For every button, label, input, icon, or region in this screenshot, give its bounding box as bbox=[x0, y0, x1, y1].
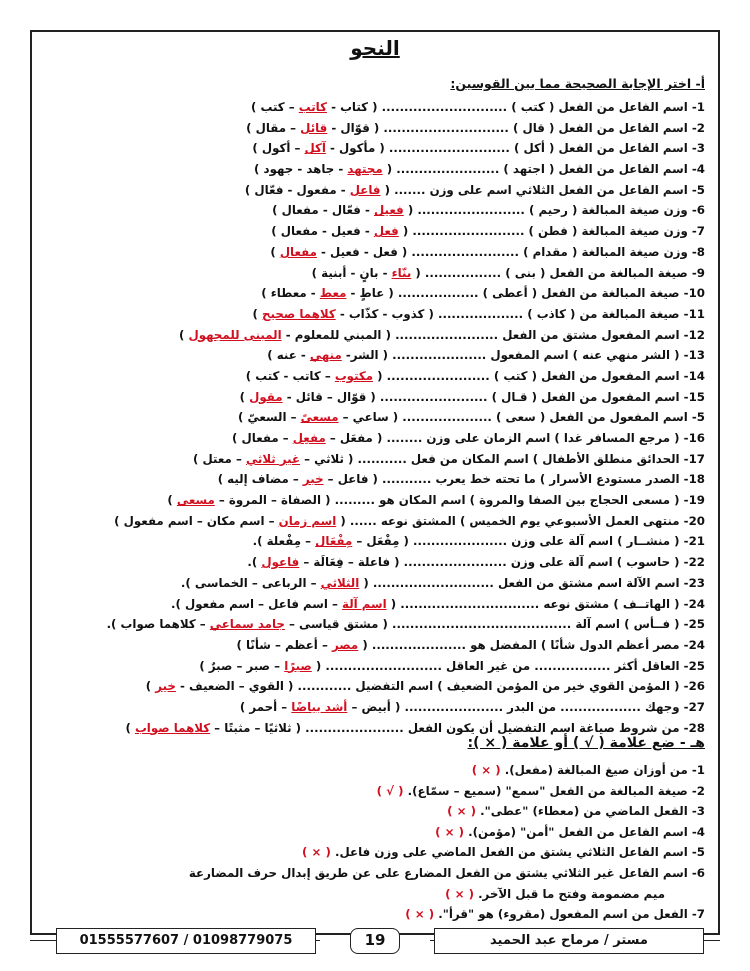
question-options-end: ) bbox=[178, 327, 189, 342]
question-text: 12- اسم المفعول مشتق من الفعل ....................... ( المبني للمعلوم - bbox=[281, 327, 705, 342]
correct-answer: المبنى للمجهول bbox=[188, 327, 282, 342]
true-false-row bbox=[40, 904, 705, 925]
section-b-items bbox=[40, 760, 705, 925]
question-options-end: - بانٍ - أبنية ) bbox=[311, 265, 392, 280]
question-text: 1- اسم الفاعل من الفعل ( كتب ) ............................ ( كتاب - bbox=[326, 100, 705, 114]
question-options-end: – مضاف إليه ) bbox=[217, 472, 303, 487]
answer-mark: ( × ) bbox=[445, 886, 474, 901]
correct-answer: اسم آلة bbox=[342, 596, 387, 611]
correct-answer: مكتوب bbox=[334, 368, 374, 383]
question-text: 5- اسم المفعول من الفعل ( سعى ) .................... ( ساعي – bbox=[338, 410, 705, 425]
question-row bbox=[40, 159, 705, 180]
question-row bbox=[40, 263, 705, 284]
question-row bbox=[40, 697, 705, 718]
correct-answer: مسعى bbox=[176, 493, 215, 508]
statement-text: 5- اسم الفاعل الثلاثي يشتق من الفعل الماضي على وزن فاعل. bbox=[330, 845, 705, 860]
question-text: 25- ( فــأس ) اسم آلة ........................................ ( مشتق قياسى – bbox=[284, 617, 705, 632]
question-row bbox=[40, 573, 705, 594]
true-false-row bbox=[40, 884, 705, 905]
statement-text: 1- من أوزان صيغ المبالغة (مفعل). bbox=[500, 763, 705, 777]
correct-answer: خير bbox=[155, 679, 176, 694]
correct-answer: صبرًا bbox=[284, 658, 312, 673]
correct-answer: فعيل bbox=[374, 203, 404, 218]
question-text: 16- ( مرجع المسافر غدا ) اسم الزمان على وزن ........ ( مفعَل – bbox=[325, 431, 705, 445]
page-number: 19 bbox=[350, 928, 400, 954]
question-text: 9- صيغة المبالغة من الفعل ( بنى ) ................. ( bbox=[411, 265, 705, 280]
answer-mark: ( × ) bbox=[302, 845, 331, 860]
question-row bbox=[40, 594, 705, 615]
section-b-heading: هـ - ضع علامة ( √ ) أو علامة ( × ): bbox=[467, 735, 705, 751]
question-row bbox=[40, 283, 705, 304]
question-text: 13- ( الشر منهي عنه ) اسم المفعول ..................... ( الشر- bbox=[341, 348, 705, 363]
correct-answer: مِفْعَال bbox=[315, 534, 353, 549]
question-text: 14- اسم المفعول من الفعل ( كتب ) ....................... ( bbox=[373, 368, 705, 383]
question-options-end: – معتل ) bbox=[193, 451, 246, 466]
question-options-end: ). bbox=[247, 555, 262, 570]
question-row bbox=[40, 97, 705, 118]
question-text: 5- اسم الفاعل من الفعل الثلاثي اسم على وزن ....... ( bbox=[380, 182, 705, 197]
correct-answer: منهي bbox=[309, 348, 342, 363]
true-false-row bbox=[40, 863, 705, 884]
question-text: 2- اسم الفاعل من الفعل ( قال ) ............................ ( قوّال - bbox=[327, 120, 705, 135]
correct-answer: مجتهد bbox=[347, 162, 383, 177]
question-text: 23- اسم الآلة اسم مشتق من الفعل ........................... ( bbox=[359, 575, 705, 590]
correct-answer: فاعل bbox=[349, 182, 381, 197]
question-text: 7- وزن صيغة المبالغة ( فطن ) ......................... ( bbox=[398, 224, 705, 239]
question-options-end: - فعّال - مفعال ) bbox=[272, 203, 374, 218]
question-row bbox=[40, 635, 705, 656]
question-options-end: – مفعال ) bbox=[232, 431, 293, 445]
question-options-end: – صبر – صبرٌ ) bbox=[199, 658, 285, 673]
question-row bbox=[40, 387, 705, 408]
question-options-end: ) bbox=[252, 306, 263, 321]
correct-answer: اسم زمان bbox=[278, 513, 337, 528]
question-row bbox=[40, 511, 705, 532]
question-options-end: – كلاهما صواب ). bbox=[106, 617, 210, 632]
question-row bbox=[40, 242, 705, 263]
question-options-end: – الرباعى – الخماسى ). bbox=[180, 575, 321, 590]
question-options-end: – اسم مكان – اسم مفعول ) bbox=[114, 513, 279, 528]
correct-answer: مفعال bbox=[279, 244, 317, 259]
question-options-end: – اسم فاعل – اسم مفعول ). bbox=[171, 596, 343, 611]
statement-text: 2- صيغة المبالغة من الفعل "سمع" (سميع – سمّاع). bbox=[403, 783, 705, 798]
correct-answer: غير ثلاثي bbox=[245, 451, 301, 466]
statement-text: 7- الفعل من اسم المفعول (مقروء) هو "قرأ". bbox=[434, 907, 705, 922]
question-row bbox=[40, 118, 705, 139]
statement-text: ميم مضمومة وفتح ما قبل الآخر. bbox=[473, 886, 665, 901]
correct-answer: كاتب bbox=[298, 100, 327, 114]
question-options-end: ) bbox=[270, 244, 280, 259]
question-options-end: – أحمر ) bbox=[239, 699, 292, 714]
section-a-items bbox=[40, 97, 705, 738]
question-text: 8- وزن صيغة المبالغة ( مقدام ) ........................ ( فعل - فعيل - bbox=[316, 244, 705, 259]
question-row bbox=[40, 221, 705, 242]
question-text: 17- الحدائق منطلق الأطفال ) اسم المكان من فعل ........... ( ثلاثي – bbox=[300, 451, 705, 466]
question-row bbox=[40, 325, 705, 346]
true-false-row bbox=[40, 822, 705, 843]
correct-answer: الثلاثي bbox=[320, 575, 360, 590]
question-row bbox=[40, 656, 705, 677]
question-options-end: – أكول ) bbox=[252, 141, 305, 156]
statement-text: 4- اسم الفاعل من الفعل "أمن" (مؤمن). bbox=[464, 824, 705, 839]
question-text: 21- ( منشــار ) اسم آلة على وزن ..................... ( مِفْعَل – bbox=[352, 534, 705, 549]
question-text: 18- الصدر مستودع الأسرار ) ما تحته خط يعرب ........... ( فاعل – bbox=[323, 472, 705, 487]
question-text: 10- صيغة المبالغة من الفعل ( أعطى ) .................. ( عاطٍ - bbox=[346, 286, 705, 301]
true-false-row bbox=[40, 842, 705, 863]
question-text: 15- اسم المفعول من الفعل ( قـال ) ........................ ( قوّال – قائل - bbox=[282, 389, 705, 404]
question-text: 26- ( المؤمن القوي خير من المؤمن الضعيف ) اسم التفضيل ............ ( القوي – الضعيف - bbox=[175, 679, 705, 694]
question-options-end: ) bbox=[145, 679, 156, 694]
question-options-end: – مقال ) bbox=[246, 120, 301, 135]
question-row bbox=[40, 407, 705, 428]
answer-mark: ( × ) bbox=[435, 824, 465, 839]
footer-phones: 01555577607 / 01098779075 bbox=[56, 928, 316, 954]
answer-mark: ( × ) bbox=[471, 763, 501, 777]
true-false-row bbox=[40, 781, 705, 802]
question-options-end: - معطاء ) bbox=[261, 286, 320, 301]
footer bbox=[30, 926, 720, 956]
question-row bbox=[40, 345, 705, 366]
page-title: النحو bbox=[350, 36, 400, 60]
question-options-end: ) bbox=[239, 389, 250, 404]
question-row bbox=[40, 490, 705, 511]
question-row bbox=[40, 180, 705, 201]
correct-answer: مصر bbox=[331, 637, 359, 652]
question-text: 22- ( حاسوب ) اسم آلة على وزن ....................... ( فاعلة – فِعَالَة – bbox=[299, 555, 705, 570]
question-text: 19- ( مسعى الحجاج بين الصفا والمروة ) اسم المكان هو ......... ( الصفاة – المروة – bbox=[214, 493, 705, 508]
question-row bbox=[40, 531, 705, 552]
question-options-end: ) bbox=[167, 493, 177, 508]
question-options-end: ) bbox=[125, 720, 135, 735]
section-a-heading: أ- اختر الإجابة الصحيحة مما بين القوسين: bbox=[450, 76, 705, 91]
question-row bbox=[40, 614, 705, 635]
correct-answer: آكل bbox=[304, 141, 326, 156]
footer-author: مستر / مرماح عبد الحميد bbox=[434, 928, 704, 954]
question-options-end: – أعظم – شأنًا ) bbox=[236, 637, 332, 652]
answer-mark: ( √ ) bbox=[376, 783, 404, 798]
question-options-end: – مِفْعلة ). bbox=[252, 534, 316, 549]
answer-mark: ( × ) bbox=[447, 804, 477, 819]
question-row bbox=[40, 449, 705, 470]
answer-mark: ( × ) bbox=[405, 907, 435, 922]
question-text: 6- وزن صيغة المبالغة ( رحيم ) ........................ ( bbox=[403, 203, 705, 218]
correct-answer: بنّاء bbox=[391, 265, 412, 280]
correct-answer: فعل bbox=[373, 224, 399, 239]
statement-text: 3- الفعل الماضي من (معطاء) "عطى". bbox=[476, 804, 705, 819]
question-text: 11- صيغة المبالغة من ( كاذب ) ................... ( كذوب - كذّاب - bbox=[335, 306, 705, 321]
question-row bbox=[40, 200, 705, 221]
correct-answer: مقول bbox=[249, 389, 283, 404]
correct-answer: مفعِل bbox=[292, 431, 326, 445]
correct-answer: أشد بياضًا bbox=[291, 699, 348, 714]
question-row bbox=[40, 552, 705, 573]
question-text: 4- اسم الفاعل من الفعل ( اجتهد ) ....................... ( bbox=[382, 162, 705, 177]
question-row bbox=[40, 469, 705, 490]
correct-answer: جامد سماعي bbox=[209, 617, 285, 632]
correct-answer: كلاهما صحيح bbox=[262, 306, 336, 321]
question-text: 24- مصر أعظم الدول شأنًا ) المفضل هو ..................... ( bbox=[358, 637, 705, 652]
true-false-row bbox=[40, 801, 705, 822]
question-text: 27- وجهك .................. من البدر ...................... ( أبيض – bbox=[347, 699, 705, 714]
question-row bbox=[40, 676, 705, 697]
question-text: 25- العاقل أكثر ................. من غير العاقل .......................... ( bbox=[311, 658, 705, 673]
question-row bbox=[40, 428, 705, 449]
question-row bbox=[40, 366, 705, 387]
question-options-end: – كاتب - كتب ) bbox=[245, 368, 335, 383]
question-text: 3- اسم الفاعل من الفعل ( أكل ) ........................... ( مأكول - bbox=[325, 141, 705, 156]
question-options-end: – كتب ) bbox=[250, 100, 299, 114]
correct-answer: قائل bbox=[300, 120, 328, 135]
correct-answer: فاعول bbox=[261, 555, 300, 570]
question-options-end: - مفعول - فعّال ) bbox=[244, 182, 350, 197]
true-false-row bbox=[40, 760, 705, 781]
correct-answer: كلاهما صواب bbox=[134, 720, 211, 735]
question-options-end: – السعيّ ) bbox=[237, 410, 301, 425]
statement-text: 6- اسم الفاعل غير الثلاثي يشتق من الفعل المضارع على عن طريق إبدال حرف المضارعة bbox=[188, 865, 705, 880]
question-text: 28- من شروط صياغة اسم التفضيل أن يكون الفعل ...................... ( ثلاثيًا – مثبتًا – bbox=[210, 720, 705, 735]
question-row bbox=[40, 304, 705, 325]
correct-answer: مسعىً bbox=[300, 410, 339, 425]
correct-answer: معط bbox=[319, 286, 347, 301]
correct-answer: خبر bbox=[302, 472, 324, 487]
question-options-end: - جاهد - جهود ) bbox=[254, 162, 348, 177]
question-row bbox=[40, 138, 705, 159]
question-text: 24- ( الهاتــف ) مشتق نوعه ............................... ( bbox=[386, 596, 705, 611]
question-options-end: - فعيل - مفعال ) bbox=[271, 224, 374, 239]
question-options-end: - عنه ) bbox=[267, 348, 310, 363]
question-text: 20- منتهى العمل الأسبوعي يوم الخميس ) المشتق نوعه ...... ( bbox=[336, 513, 705, 528]
